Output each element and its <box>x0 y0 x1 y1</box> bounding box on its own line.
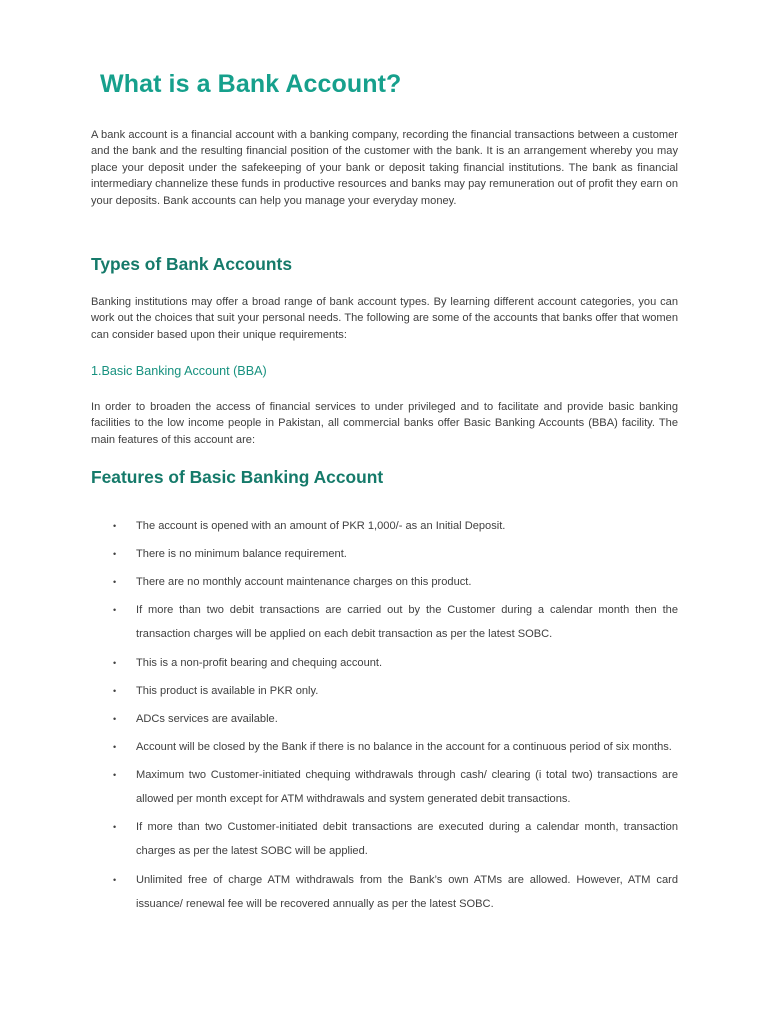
intro-paragraph: A bank account is a financial account with a banking company, recording the financial transactions between a customer and the bank and the resulting financial position of the customer with the bank. It is an arrangement whereby you may place your deposit under the safekeeping of your bank or deposit taking financial institutions. The bank as financial intermediary channelize these funds in productive resources and banks may pay remuneration out of profit they earn on your deposits. Bank accounts can help you manage your everyday money. <box>91 129 678 207</box>
list-item <box>91 679 678 703</box>
list-item-text: Unlimited free of charge ATM withdrawals from the Bank’s own ATMs are allowed. However, ATM card issuance/ renewal fee will be recovered annually as per the latest SOBC. <box>136 873 678 910</box>
bullet-icon: • <box>113 685 117 696</box>
types-heading: Types of Bank Accounts <box>91 254 292 274</box>
bba-heading: 1.Basic Banking Account (BBA) <box>91 364 267 378</box>
list-item-text: If more than two debit transactions are carried out by the Customer during a calendar month then the transaction charges will be applied on each debit transaction as per the latest SOBC. <box>136 604 678 641</box>
list-item <box>91 570 678 594</box>
list-item <box>91 514 678 538</box>
list-item-text: There is no minimum balance requirement. <box>136 548 347 561</box>
bullet-icon: • <box>113 577 117 588</box>
features-heading: Features of Basic Banking Account <box>91 467 384 487</box>
list-item <box>91 868 678 916</box>
list-item <box>91 815 678 863</box>
list-item-text: The account is opened with an amount of PKR 1,000/- as an Initial Deposit. <box>136 520 506 532</box>
bullet-icon: • <box>113 549 117 560</box>
list-item <box>91 542 678 566</box>
bullet-icon: • <box>113 822 117 833</box>
bullet-icon: • <box>113 657 117 668</box>
list-item-text: If more than two Customer-initiated debit transactions are executed during a calendar month, transaction charges as per the latest SOBC will be applied. <box>136 821 678 858</box>
bba-paragraph: In order to broaden the access of financial services to under privileged and to facilitate and provide basic banking facilities to the low income people in Pakistan, all commercial banks offer Basic Banking Accounts (BBA) facility. The main features of this account are: <box>91 401 678 446</box>
list-item <box>91 707 678 731</box>
list-item-text: Account will be closed by the Bank if there is no balance in the account for a continuous period of six months. <box>136 740 672 753</box>
features-list <box>91 514 678 920</box>
list-item <box>91 651 678 675</box>
list-item <box>91 735 678 759</box>
bullet-icon: • <box>113 605 117 616</box>
bullet-icon: • <box>113 741 117 752</box>
list-item-text: ADCs services are available. <box>136 712 278 725</box>
list-item <box>91 763 678 811</box>
list-item-text: This product is available in PKR only. <box>136 684 319 697</box>
types-paragraph: Banking institutions may offer a broad range of bank account types. By learning different account categories, you can work out the choices that suit your personal needs. The following are some of the accounts that banks offer that women can consider based upon their unique requirements: <box>91 296 678 341</box>
bullet-icon: • <box>113 713 117 724</box>
page-title: What is a Bank Account? <box>100 70 402 98</box>
list-item-text: Maximum two Customer-initiated chequing withdrawals through cash/ clearing (i total two) transactions are allowed per month except for ATM withdrawals and system generated debit transactions. <box>136 768 678 806</box>
bullet-icon: • <box>113 521 117 531</box>
list-item-text: There are no monthly account maintenance charges on this product. <box>136 576 472 589</box>
list-item-text: This is a non-profit bearing and chequing account. <box>136 656 383 669</box>
list-item <box>91 598 678 646</box>
bullet-icon: • <box>113 769 117 780</box>
bullet-icon: • <box>113 874 117 885</box>
